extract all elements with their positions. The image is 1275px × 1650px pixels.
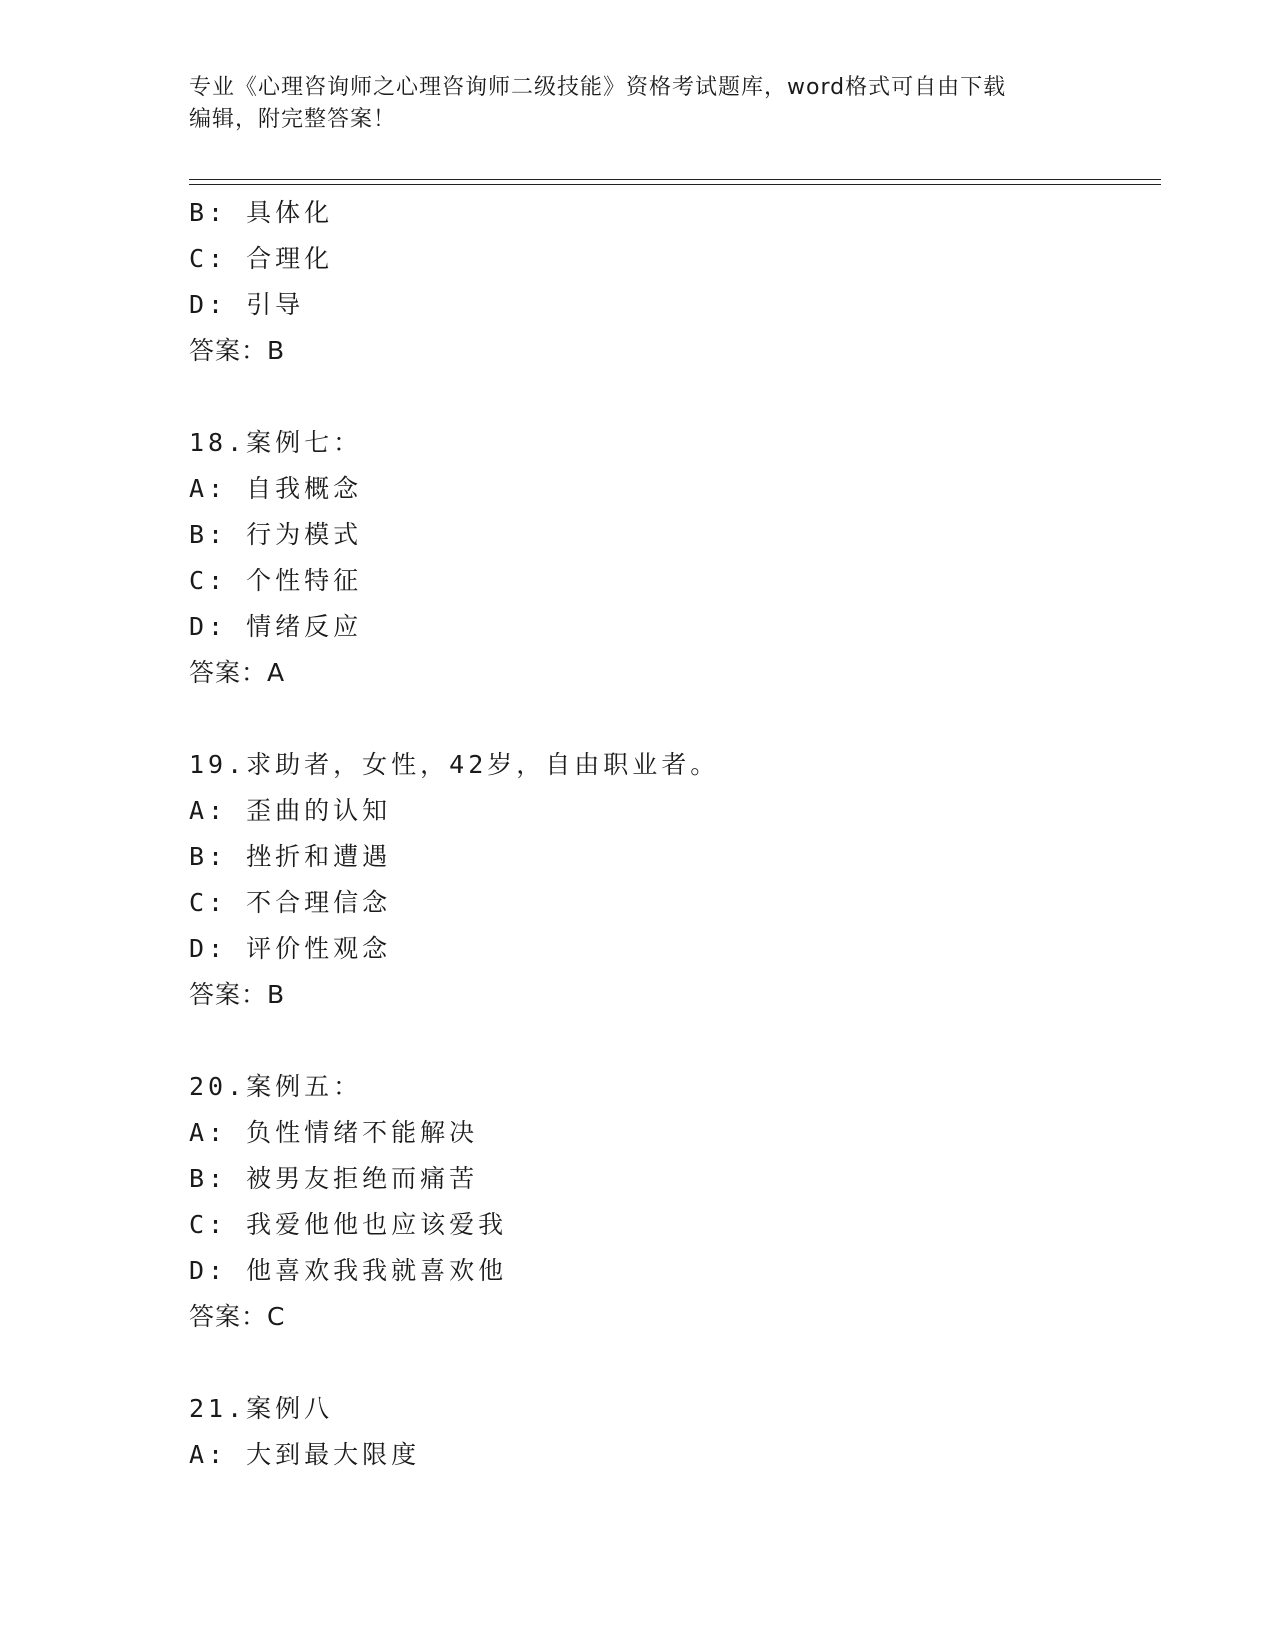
option-b: B: 挫折和遭遇 (189, 842, 392, 871)
answer-line: 答案：C (189, 1302, 286, 1331)
option-a: A: 自我概念 (189, 474, 363, 503)
header-rule-bottom (189, 184, 1161, 185)
option-a: A: 大到最大限度 (189, 1440, 421, 1469)
option-c: C: 个性特征 (189, 566, 363, 595)
question-21 (189, 1386, 1161, 1478)
option-d: D: 情绪反应 (189, 612, 363, 641)
option-c: C: 我爱他他也应该爱我 (189, 1210, 508, 1239)
answer-line: 答案：B (189, 980, 286, 1009)
spacer (189, 1340, 1161, 1386)
option-c: C: 合理化 (189, 244, 334, 273)
option-a: A: 歪曲的认知 (189, 796, 392, 825)
question-19 (189, 742, 1161, 1018)
header-line-2: 编辑，附完整答案！ (189, 107, 397, 132)
question-stem: 20.案例五： (189, 1072, 363, 1101)
header-rule-top (189, 179, 1161, 180)
option-d: D: 他喜欢我我就喜欢他 (189, 1256, 508, 1285)
question-20 (189, 1064, 1161, 1340)
spacer (189, 374, 1161, 420)
option-b: B: 被男友拒绝而痛苦 (189, 1164, 479, 1193)
answer-line: 答案：B (189, 336, 286, 365)
option-b: B: 行为模式 (189, 520, 363, 549)
question-fragment (189, 190, 1161, 374)
option-c: C: 不合理信念 (189, 888, 392, 917)
option-b: B: 具体化 (189, 198, 334, 227)
spacer (189, 1018, 1161, 1064)
option-d: D: 引导 (189, 290, 305, 319)
document-header (189, 72, 1089, 136)
header-line-1: 专业《心理咨询师之心理咨询师二级技能》资格考试题库，word格式可自由下载 (189, 75, 1007, 100)
question-list (189, 190, 1161, 1478)
question-stem: 19.求助者，女性，42岁，自由职业者。 (189, 750, 720, 779)
option-a: A: 负性情绪不能解决 (189, 1118, 479, 1147)
option-d: D: 评价性观念 (189, 934, 392, 963)
answer-line: 答案：A (189, 658, 286, 687)
question-stem: 21.案例八 (189, 1394, 334, 1423)
question-stem: 18.案例七： (189, 428, 363, 457)
question-18 (189, 420, 1161, 696)
spacer (189, 696, 1161, 742)
